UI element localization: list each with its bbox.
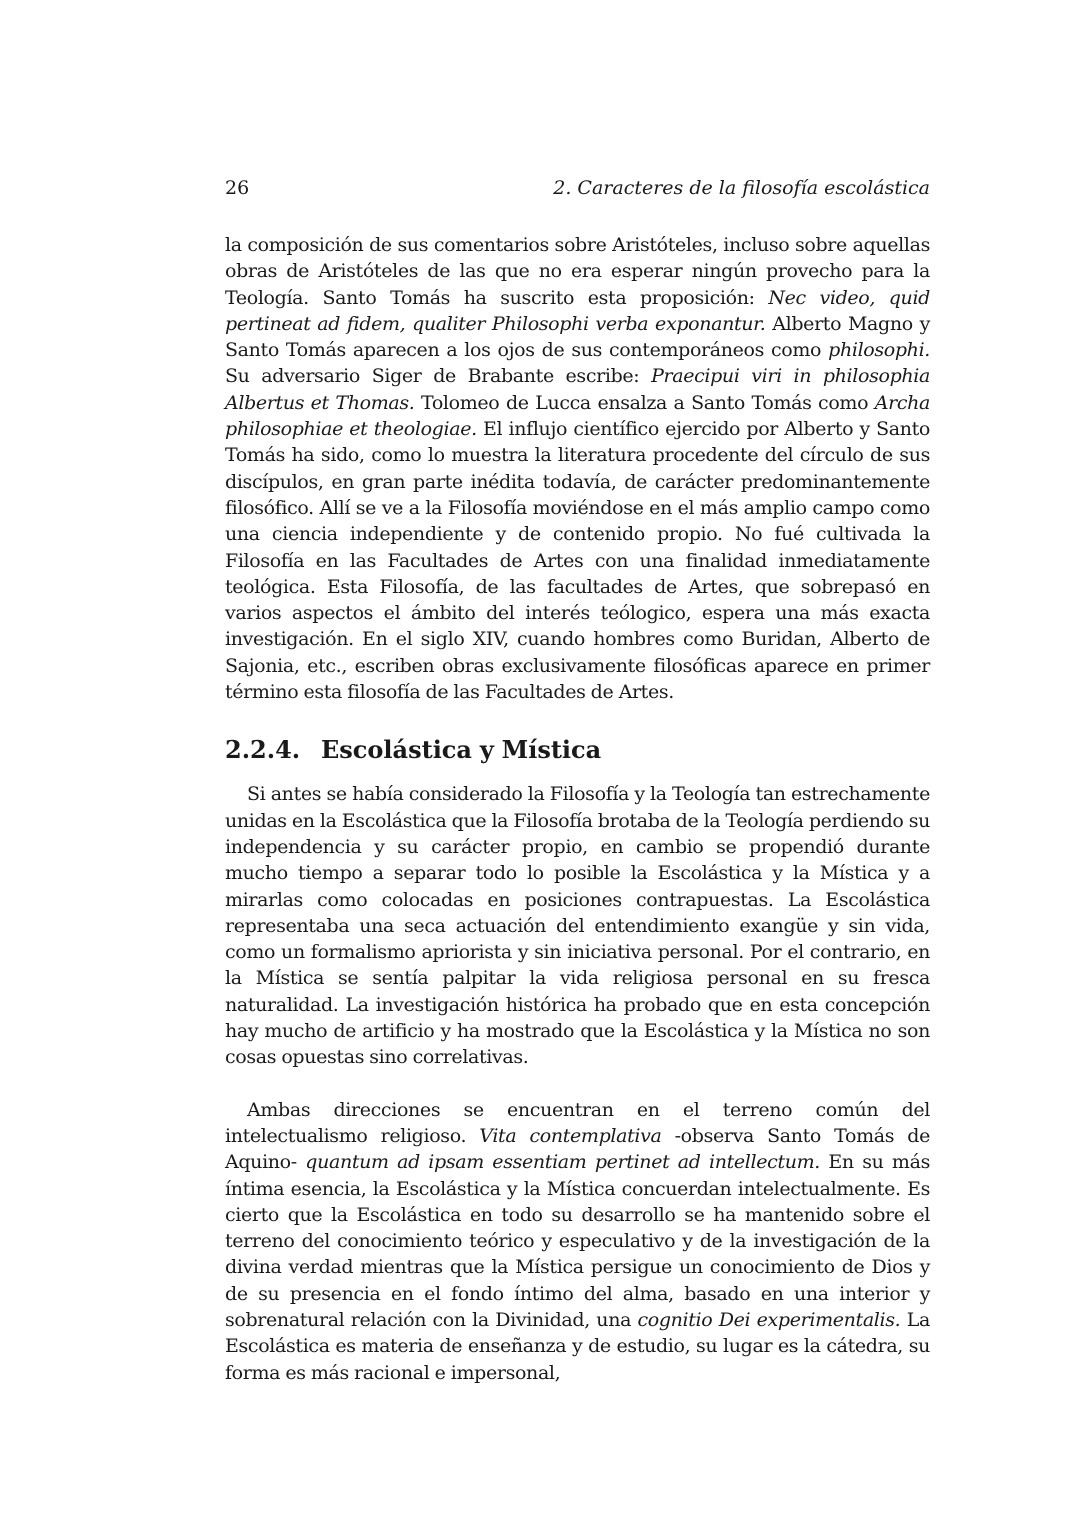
text-run: la composición de sus comentarios sobre Aristóteles, incluso sobre aquellas obras de Aristóteles de las que no era esperar ningún provecho para la Teología. Santo Tomás ha suscrito esta proposición: — [225, 234, 930, 309]
latin-quote: cognitio Dei experimentalis. — [637, 1308, 901, 1331]
latin-quote: Nec video, quid pertineat ad fidem, qualiter Philosophi verba exponantur. — [225, 286, 930, 335]
text-run: La Escolástica es materia de enseñanza y de estudio, su lugar es la cátedra, su forma es más racional e impersonal, — [225, 1308, 930, 1384]
running-title: 2. Caracteres de la filosofía escolástica — [553, 177, 930, 199]
latin-quote: quantum ad ipsam essentiam pertinet ad intellectum. — [305, 1151, 820, 1174]
latin-term: philosophi. — [828, 339, 930, 362]
section-number: 2.2.4. — [225, 735, 301, 765]
body-text — [225, 232, 930, 1386]
page-number: 26 — [225, 177, 250, 199]
latin-term: Vita contemplativa — [479, 1124, 662, 1147]
text-run: Alberto Magno y Santo Tomás aparecen a los ojos de sus contemporáneos como — [225, 312, 930, 362]
text-run: Tolomeo de Lucca ensalza a Santo Tomás como — [414, 391, 875, 414]
text-run: En su más íntima esencia, la Escolástica y la Mística concuerdan intelectualmente. Es cierto que la Escolástica en todo su desarrollo se ha mantenido sobre el terreno del conocimiento teórico y especulativo y de la investigación de la divina verdad mientras que la Mística persigue un conocimiento de Dios y de su presencia en el fondo íntimo del alma, basado en una interior y sobrenatural relación con la Divinidad, una — [225, 1151, 930, 1331]
section-heading — [225, 735, 930, 765]
text-run: -observa Santo Tomás de Aquino- — [225, 1124, 930, 1174]
section-title: Escolástica y Mística — [321, 735, 602, 765]
latin-quote: Archa philosophiae et theologiae. — [225, 391, 931, 441]
paragraph-2: Si antes se había considerado la Filosofía y la Teología tan estrechamente unidas en la Escolástica que la Filosofía brotaba de la Teología perdiendo su independencia y su carácter propio, en cambio se propendió durante mucho tiempo a separar todo lo posible la Escolástica y la Mística y a mirarlas como colocadas en posiciones contrapuestas. La Escolástica representaba una seca actuación del entendimiento exangüe y sin vida, como un formalismo apriorista y sin iniciativa personal. Por el contrario, en la Mística se sentía palpitar la vida religiosa personal en su fresca naturalidad. La investigación histórica ha probado que en esta concepción hay mucho de artificio y ha mostrado que la Escolástica y la Mística no son cosas opuestas sino correlativas. — [225, 783, 930, 1069]
paragraph-1 — [225, 232, 930, 705]
text-run: El influjo científico ejercido por Alberto y Santo Tomás ha sido, como lo muestra la literatura procedente del círculo de sus discípulos, en gran parte inédita todavía, de carácter predominantemente filosófico. Allí se ve a la Filosofía moviéndose en el más amplio campo como una ciencia independiente y de contenido propio. No fué cultivada la Filosofía en las Facultades de Artes con una finalidad inmediatamente teológica. Esta Filosofía, de las facultades de Artes, que sobrepasó en varios aspectos el ámbito del interés teólogico, espera una más exacta investigación. En el siglo XIV, cuando hombres como Buridan, Alberto de Sajonia, etc., escriben obras exclusivamente filosóficas aparece en primer término esta filosofía de las Facultades de Artes. — [225, 418, 930, 704]
text-run: Ambas direcciones se encuentran en el terreno común del intelectualismo religioso. — [225, 1098, 930, 1147]
paragraph-3 — [225, 1097, 930, 1386]
latin-quote: Praecipui viri in philosophia Albertus et Thomas. — [225, 365, 930, 414]
text-run: Su adversario Siger de Brabante escribe: — [225, 365, 652, 388]
